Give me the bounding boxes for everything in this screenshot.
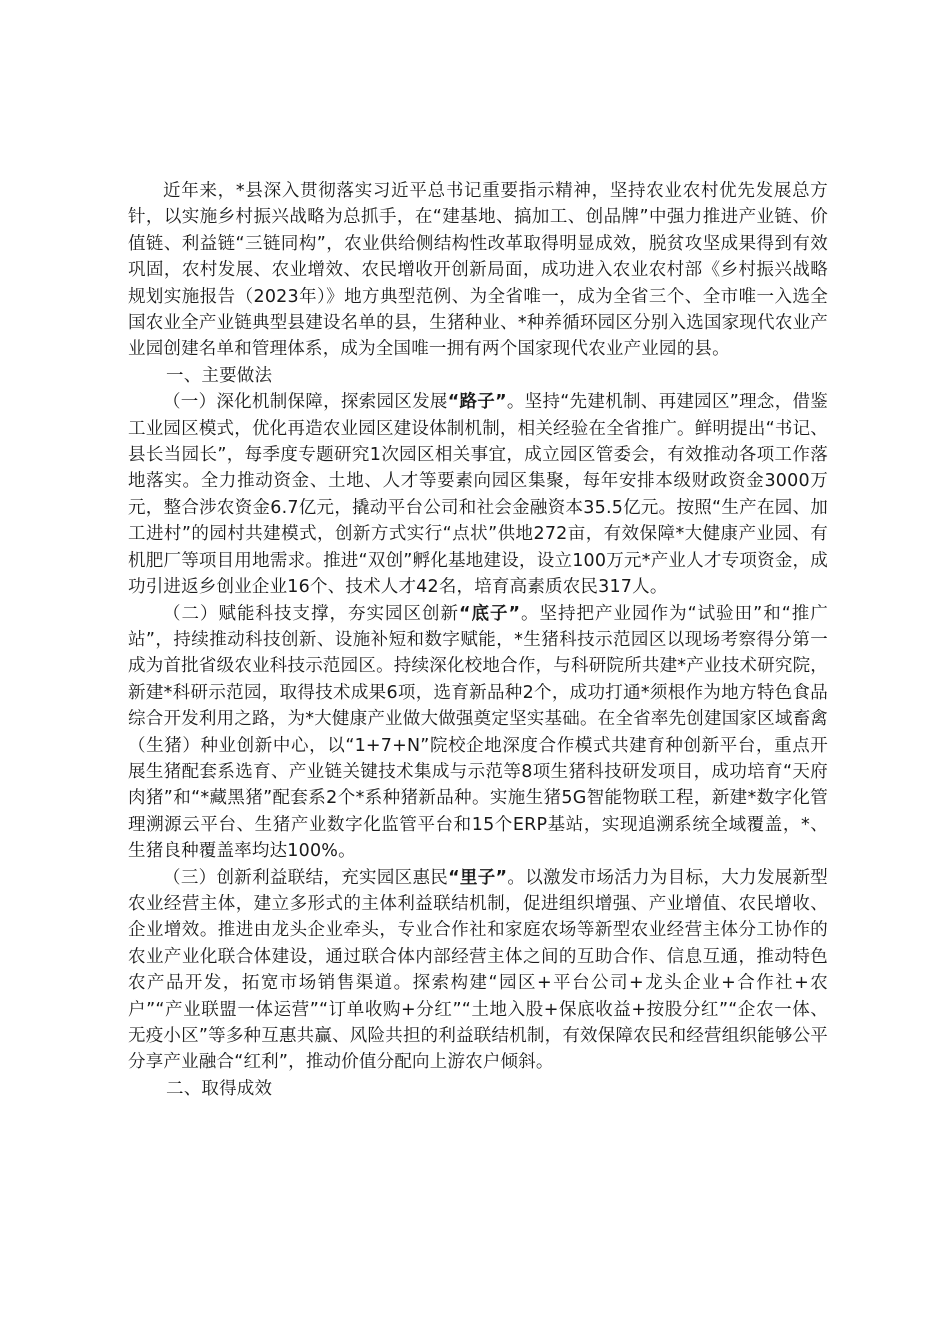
subsection-paragraph-3	[128, 865, 828, 1076]
section-heading-1: 一、主要做法	[166, 365, 273, 386]
subsection-body-2: 。坚持把产业园作为“试验田”和“推广站”，持续推动科技创新、设施补短和数字赋能，*生猪科技示范园区以现场考察得分第一成为首批省级农业科技示范园区。持续深化校地合作，与科研院所共建*产业技术研究院，新建*科研示范园，取得技术成果6项，选育新品种2个，成功打通*须根作为地方特色食品综合开发利用之路，为*大健康产业做大做强奠定坚实基础。在全省率先创建国家区域畜禽（生猪）种业创新中心，以“1+7+N”院校企地深度合作模式共建育种创新平台，重点开展生猪配套系选育、产业链关键技术集成与示范等8项生猪科技研发项目，成功培育“天府肉猪”和“*藏黑猪”配套系2个*系种猪新品种。实施生猪5G智能物联工程，新建*数字化管理溯源云平台、生猪产业数字化监管平台和15个ERP基站，实现追溯系统全域覆盖，*、生猪良种覆盖率均达100%。	[128, 603, 828, 862]
subsection-keyword-2: “底子”	[459, 603, 521, 624]
subsection-body-1: 。坚持“先建机制、再建园区”理念，借鉴工业园区模式，优化再造农业园区建设体制机制，相关经验在全省推广。鲜明提出“书记、县长当园长”，每季度专题研究1次园区相关事宜，成立园区管委会，有效推动各项工作落地落实。全力推动资金、土地、人才等要素向园区集聚，每年安排本级财政资金3000万元，整合涉农资金6.7亿元，撬动平台公司和社会金融资本35.5亿元。按照“生产在园、加工进村”的园村共建模式，创新方式实行“点状”供地272亩，有效保障*大健康产业园、有机肥厂等项目用地需求。推进“双创”孵化基地建设，设立100万元*产业人才专项资金，成功引进返乡创业企业16个、技术人才42名，培育高素质农民317人。	[128, 392, 829, 598]
subsection-lead-3: （三）创新利益联结，充实园区惠民	[163, 867, 449, 888]
subsection-paragraph-2	[128, 601, 828, 865]
subsection-keyword-3: “里子”	[448, 867, 508, 888]
section-heading-2: 二、取得成效	[166, 1078, 273, 1099]
subsection-lead-2: （二）赋能科技支撑，夯实园区创新	[163, 603, 460, 624]
subsection-lead-1: （一）深化机制保障，探索园区发展	[163, 392, 448, 413]
subsection-paragraph-1	[128, 389, 828, 600]
document-body	[128, 178, 828, 1102]
subsection-body-3: 。以激发市场活力为目标，大力发展新型农业经营主体，建立多形式的主体利益联结机制，促进组织增强、产业增值、农民增收、企业增效。推进由龙头企业牵头，专业合作社和家庭农场等新型农业经营主体分工协作的农业产业化联合体建设，通过联合体内部经营主体之间的互助合作、信息互通，推动特色农产品开发，拓宽市场销售渠道。探索构建“园区+平台公司+龙头企业+合作社+农户”“产业联盟一体运营”“订单收购+分红”“土地入股+保底收益+按股分红”“企农一体、无疫小区”等多种互惠共赢、风险共担的利益联结机制，有效保障农民和经营组织能够公平分享产业融合“红利”，推动价值分配向上游农户倾斜。	[128, 867, 828, 1073]
intro-paragraph: 近年来，*县深入贯彻落实习近平总书记重要指示精神，坚持农业农村优先发展总方针，以实施乡村振兴战略为总抓手，在“建基地、搞加工、创品牌”中强力推进产业链、价值链、利益链“三链同构”，农业供给侧结构性改革取得明显成效，脱贫攻坚成果得到有效巩固，农村发展、农业增效、农民增收开创新局面，成功进入农业农村部《乡村振兴战略规划实施报告（2023年）》地方典型范例、为全省唯一，成为全省三个、全市唯一入选全国农业全产业链典型县建设名单的县，生猪种业、*种养循环园区分别入选国家现代农业产业园创建名单和管理体系，成为全国唯一拥有两个国家现代农业产业园的县。	[128, 181, 828, 360]
subsection-keyword-1: “路子”	[447, 392, 507, 413]
